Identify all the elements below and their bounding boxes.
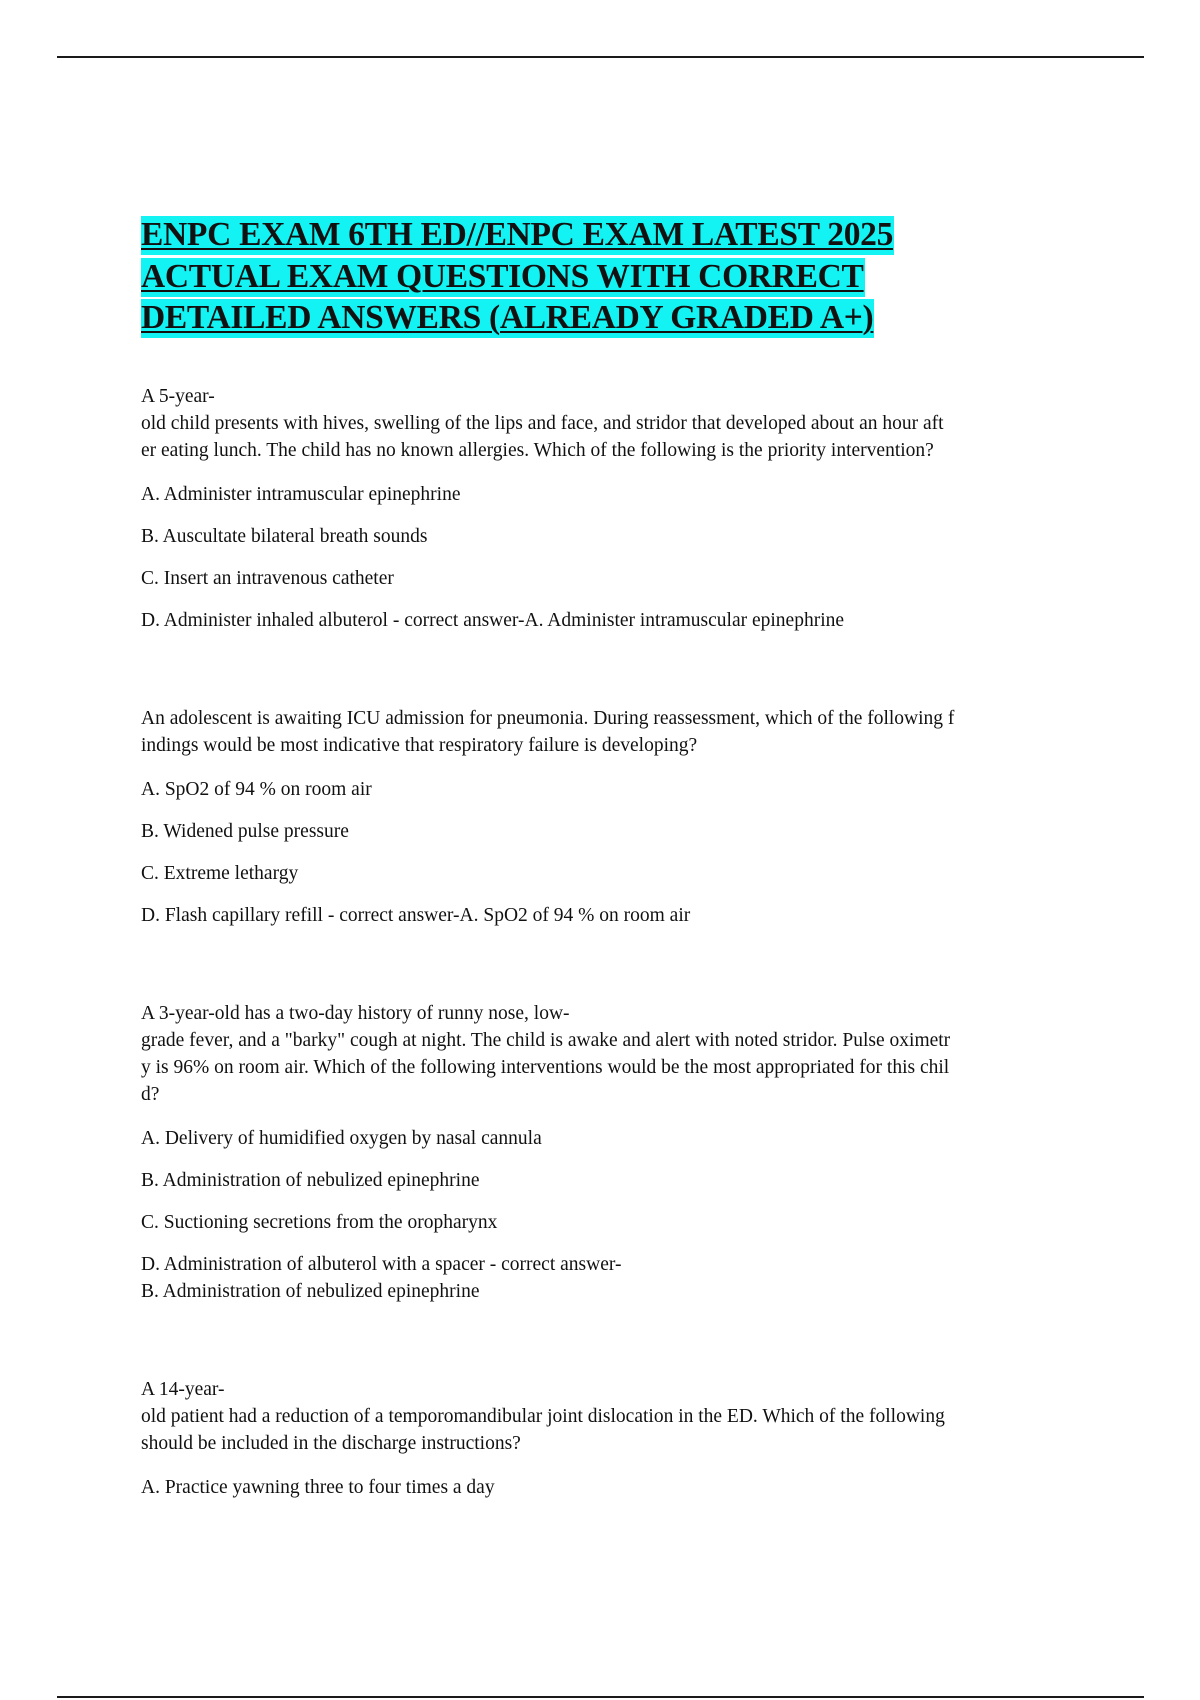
answer-option: A. SpO2 of 94 % on room air [141,778,372,800]
answer-option-with-key: D. Flash capillary refill - correct answer-A. SpO2 of 94 % on room air [141,904,691,926]
question-stem: A 3-year-old has a two-day history of runny nose, low- grade fever, and a "barky" cough at night. The child is awake and alert with noted stridor. Pulse oximetr y is 96% on room air. Which of the following interventions would be the most appropriated for this chil d? [141,1002,951,1105]
question-stem: A 14-year- old patient had a reduction of a temporomandibular joint dislocation in the ED. Which of the following should be included in the discharge instructions? [141,1378,945,1454]
title-line: ACTUAL EXAM QUESTIONS WITH CORRECT [141,257,864,295]
question-1 [141,383,1066,634]
answer-option: C. Suctioning secretions from the oropharynx [141,1211,498,1233]
answer-option: C. Insert an intravenous catheter [141,567,394,589]
answer-option: A. Delivery of humidified oxygen by nasal cannula [141,1127,542,1149]
title-line: ENPC EXAM 6TH ED//ENPC EXAM LATEST 2025 [141,216,894,253]
footer-rule [57,1696,1144,1698]
question-stem: An adolescent is awaiting ICU admission for pneumonia. During reassessment, which of the following f indings would be most indicative that respiratory failure is developing? [141,707,955,756]
document-title [141,214,1066,339]
answer-option: B. Administration of nebulized epinephrine [141,1169,480,1191]
answer-option: B. Auscultate bilateral breath sounds [141,525,428,547]
answer-option: B. Widened pulse pressure [141,820,349,842]
header-rule [57,56,1144,58]
answer-option: A. Practice yawning three to four times a day [141,1476,495,1498]
document-body [141,214,1066,1572]
answer-option-with-key: D. Administration of albuterol with a spacer - correct answer- B. Administration of nebulized epinephrine [141,1253,622,1302]
answer-option: C. Extreme lethargy [141,862,299,884]
answer-option: A. Administer intramuscular epinephrine [141,483,461,505]
question-stem: A 5-year- old child presents with hives, swelling of the lips and face, and stridor that developed about an hour aft er eating lunch. The child has no known allergies. Which of the following is the priority intervention? [141,385,944,461]
answer-option-with-key: D. Administer inhaled albuterol - correct answer-A. Administer intramuscular epinephrine [141,609,845,631]
question-3 [141,1000,1066,1305]
question-2 [141,705,1066,929]
title-line: DETAILED ANSWERS (ALREADY GRADED A+) [141,299,874,336]
question-4 [141,1376,1066,1501]
